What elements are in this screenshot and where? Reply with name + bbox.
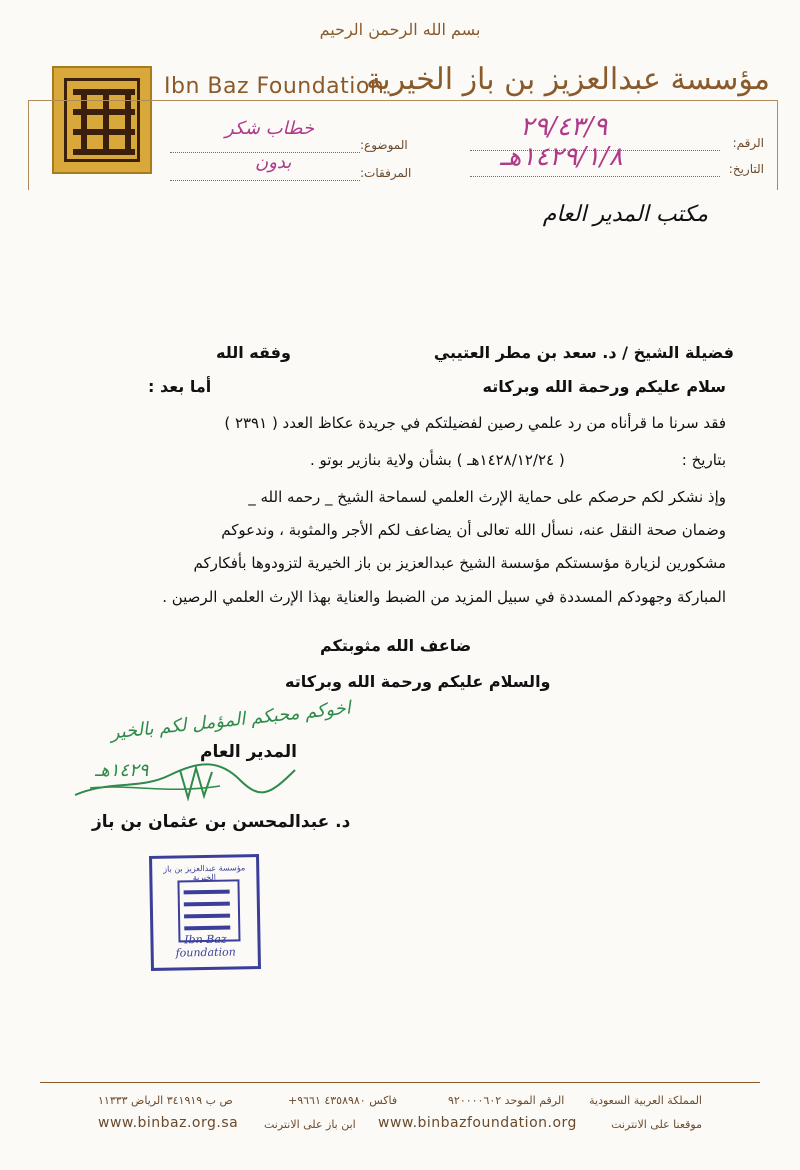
addressee: فضيلة الشيخ / د. سعد بن مطر العتيبي (433, 343, 734, 362)
footer-site-url[interactable]: www.binbazfoundation.org (378, 1115, 577, 1131)
subject-value: خطاب شكر (225, 118, 314, 139)
footer-po-box: ص ب ٣٤١٩١٩ الرياض ١١٣٣٣ (98, 1094, 233, 1107)
attachments-value: بدون (255, 152, 292, 173)
stamp-english-text: Ibn Baz foundation (175, 932, 236, 960)
footer-ibnbaz-label: ابن باز على الانترنت (264, 1118, 356, 1131)
date-label: التاريخ: (728, 162, 764, 176)
paragraph2-line1: وإذ نشكر لكم حرصكم على حماية الإرث العلمي لسماحة الشيخ _ رحمه الله _ (248, 488, 726, 506)
header-frame-left (28, 100, 29, 190)
foundation-logo (52, 66, 152, 174)
attachments-label: المرفقات: (360, 166, 412, 180)
brand-name-arabic: مؤسسة عبدالعزيز بن باز الخيرية (366, 62, 770, 97)
footer-country: المملكة العربية السعودية (589, 1094, 702, 1107)
paragraph2-line3: مشكورين لزيارة مؤسستكم مؤسسة الشيخ عبدالعزيز بن باز الخيرية لتزودوها بأفكاركم (193, 554, 726, 572)
footer-unified-number: الرقم الموحد ٩٢٠٠٠٠٦٠٢ (448, 1094, 565, 1107)
handwritten-note: اخوكم محبكم المؤمل لكم بالخير (109, 697, 352, 744)
date-dotted-line (470, 176, 720, 177)
date-value: ١٤٢٩/١/٨هـ (500, 142, 623, 172)
signatory-name: د. عبدالمحسن بن عثمان بن باز (92, 812, 351, 832)
signature-title: المدير العام (200, 742, 297, 762)
paragraph2-line4: المباركة وجهودكم المسددة في سبيل المزيد من الضبط والعناية بهذا الإرث العلمي الرصين . (162, 588, 726, 606)
footer-site-label: موقعنا على الانترنت (611, 1118, 702, 1131)
closing-line-2: والسلام عليكم ورحمة الله وبركاته (285, 672, 551, 691)
signature-date-scribble: ١٤٢٩هـ (95, 760, 149, 781)
closing-line-1: ضاعف الله مثوبتكم (320, 636, 472, 655)
header-frame-right (777, 100, 778, 190)
attachments-dotted-line (170, 180, 360, 181)
amma-baad: أما بعد : (148, 377, 212, 396)
ref-label: الرقم: (732, 136, 764, 150)
paragraph2-line2: وضمان صحة النقل عنه، نسأل الله تعالى أن يضاعف لكم الأجر والمثوبة ، وندعوكم (221, 521, 726, 539)
header-divider (28, 100, 778, 101)
paragraph1-line2-label: بتاريخ : (681, 451, 726, 469)
greeting: سلام عليكم ورحمة الله وبركاته (482, 377, 726, 396)
footer-fax: فاكس ٤٣٥٨٩٨٠ ٩٦٦١+ (288, 1094, 398, 1107)
office-handwritten: مكتب المدير العام (542, 202, 708, 227)
blessing: وفقه الله (216, 343, 291, 362)
subject-label: الموضوع: (360, 138, 408, 152)
brand-name-english: Ibn Baz Foundation (164, 74, 385, 99)
foundation-stamp (149, 854, 261, 971)
footer-divider (40, 1082, 760, 1083)
ref-value: ٢٩/٤٣/٩ (520, 112, 608, 142)
basmala: بسم الله الرحمن الرحيم (319, 20, 481, 39)
paragraph1-line2: ( ١٤٢٨/١٢/٢٤هـ ) بشأن ولاية بنازير بوتو . (310, 451, 565, 469)
signature-mark (70, 750, 300, 810)
paragraph1-line1: فقد سرنا ما قرأناه من رد علمي رصين لفضيلتكم في جريدة عكاظ العدد ( ٢٣٩١ ) (224, 414, 726, 432)
stamp-top-text: مؤسسة عبدالعزيز بن باز الخيرية (163, 863, 246, 883)
footer-ibnbaz-url[interactable]: www.binbaz.org.sa (98, 1115, 239, 1131)
